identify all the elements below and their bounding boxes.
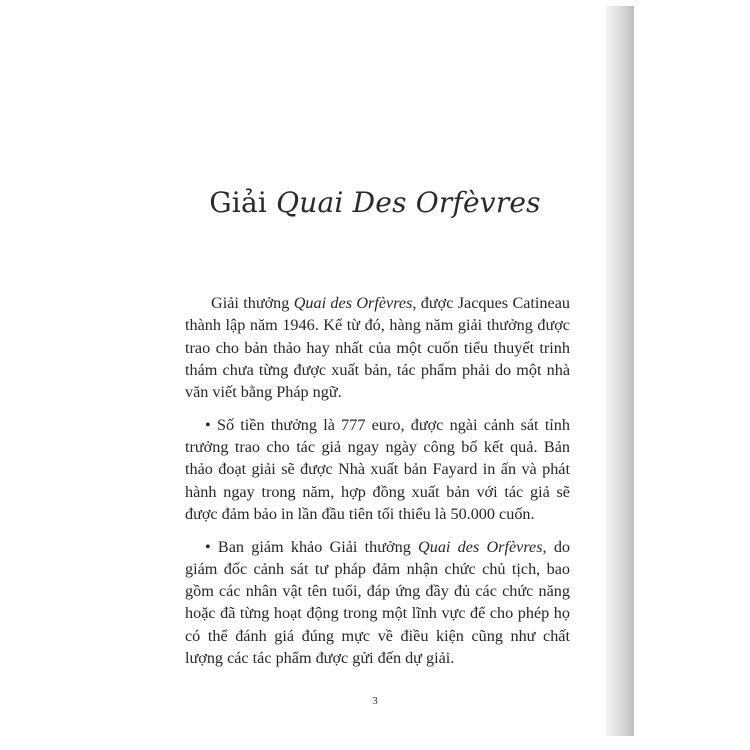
heading-italic-title: Quai Des Orfèvres <box>276 186 541 219</box>
paragraph-3 <box>185 536 570 670</box>
paragraph-1-text-after: , được Jacques Catineau thành lập năm 1946. Kể từ đó, hàng năm giải thưởng được trao cho bản thảo hay nhất của một cuốn tiểu thuyết trinh thám chưa từng được xuất bản, tác phẩm phải do một nhà văn viết bằng Pháp ngữ. <box>185 294 570 402</box>
body-text <box>185 292 570 680</box>
heading-prefix: Giải <box>209 186 277 219</box>
paragraph-2-bullet: • <box>205 415 217 434</box>
paragraph-1-text-before: Giải thưởng <box>211 294 294 312</box>
paragraph-2-text-before: Số tiền thưởng là 777 euro, được ngài cảnh sát tỉnh trưởng trao cho tác giả ngay ngày công bố kết quả. Bản thảo đoạt giải sẽ được Nhà xuất bản Fayard in ấn và phát hành ngay trong năm, hợp đồng xuất bản với tác giả sẽ được đảm bảo in lần đầu tiên tối thiểu là 50.000 cuốn. <box>185 415 570 523</box>
paragraph-3-bullet: • <box>205 537 218 556</box>
paragraph-1 <box>185 292 570 403</box>
paragraph-2 <box>185 414 570 525</box>
chapter-heading <box>0 186 750 219</box>
paragraph-1-italic-title: Quai des Orfèvres <box>293 294 413 312</box>
paragraph-3-text-before: Ban giám khảo Giải thưởng <box>217 537 419 556</box>
page-number: 3 <box>372 695 378 707</box>
paragraph-3-text-after: , do giám đốc cảnh sát tư pháp đảm nhận chức chủ tịch, bao gồm các nhân vật tên tuổi, đáp ứng đầy đủ các chức năng hoặc đã từng hoạt động trong một lĩnh vực để cho phép họ có thể đánh giá đúng mực về điều kiện cũng như chất lượng các tác phẩm được gửi đến dự giải. <box>185 537 571 668</box>
page-edge-shadow <box>606 6 634 736</box>
paragraph-3-italic-title: Quai des Orfèvres <box>418 537 543 556</box>
